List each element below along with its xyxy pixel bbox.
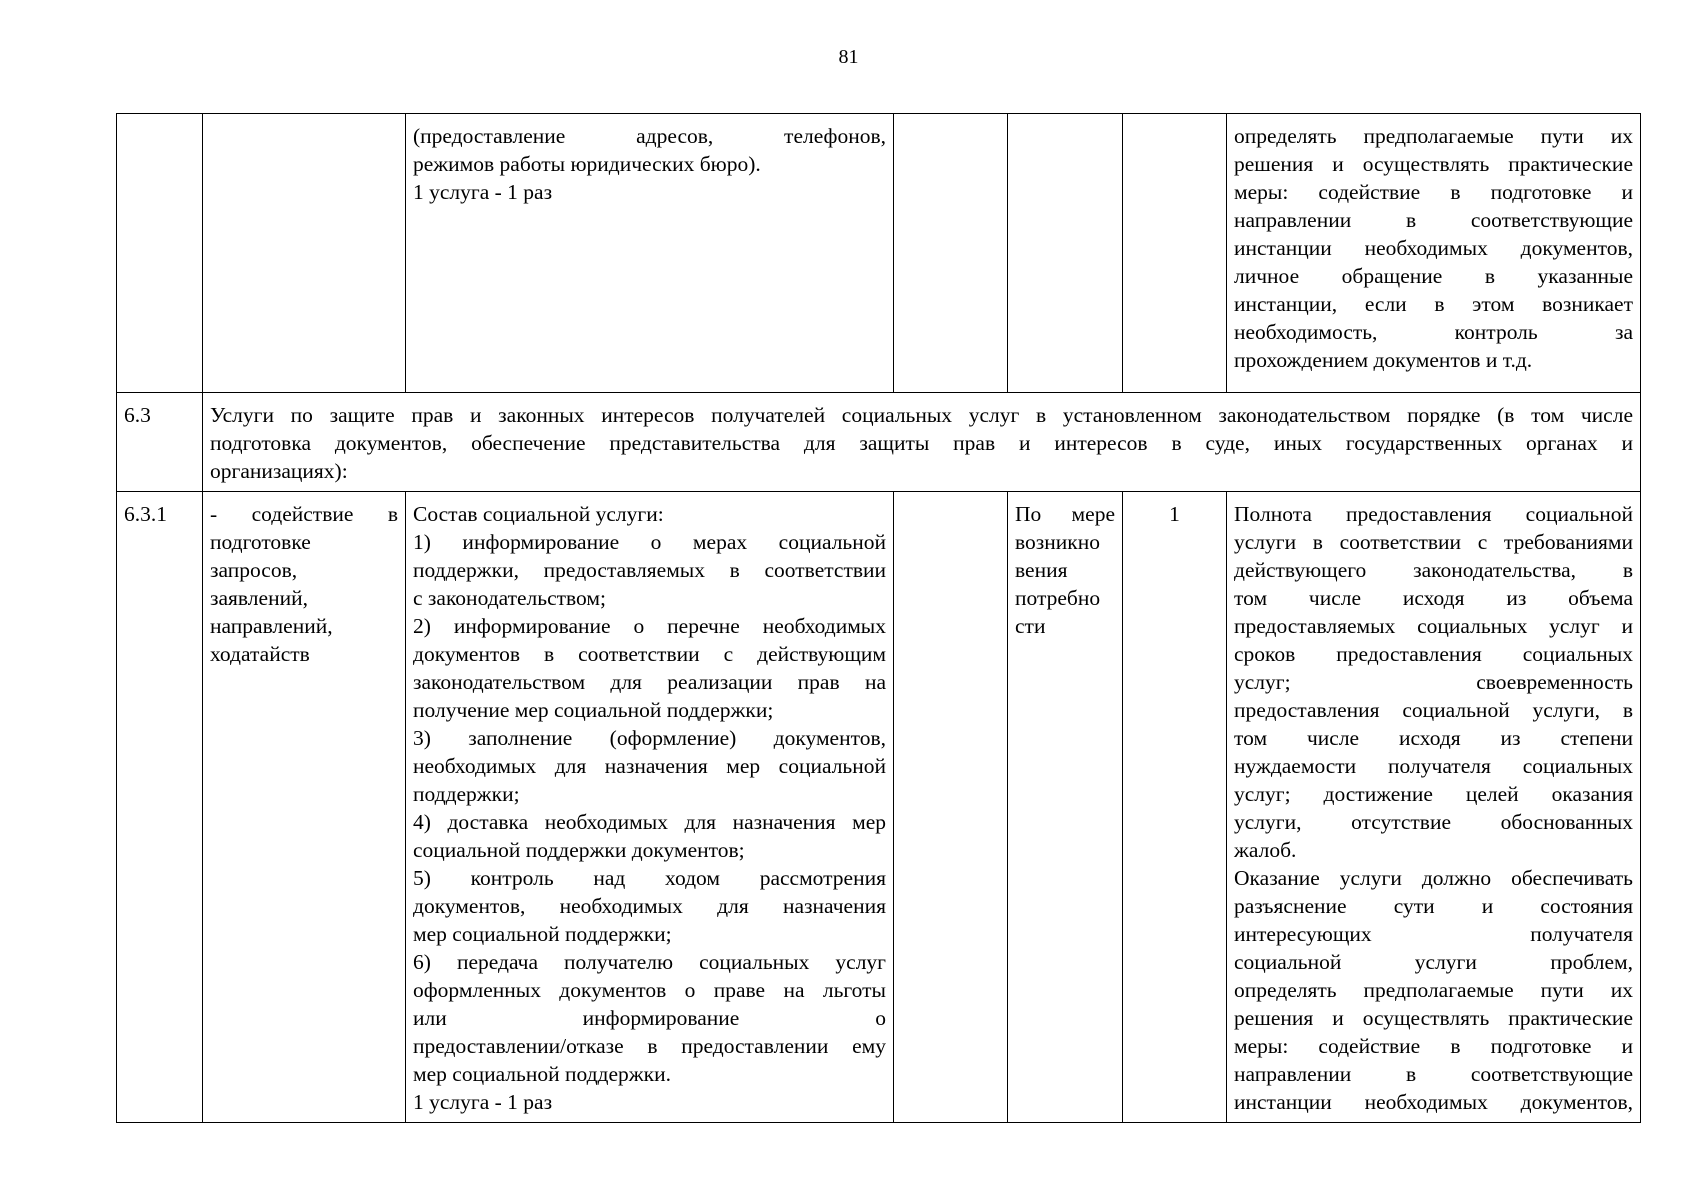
text-line: По мере <box>1015 502 1115 526</box>
cell-periodicity <box>1008 114 1123 393</box>
services-table <box>116 113 1641 1123</box>
text-line: запросов, <box>210 558 298 582</box>
item-number: 6.3.1 <box>117 492 203 1123</box>
cell-units <box>1123 114 1227 393</box>
text-line: решения и осуществлять практические <box>1234 1006 1633 1030</box>
text-line: 5) контроль над ходом рассмотрения <box>413 866 886 890</box>
text-line: вения <box>1015 558 1068 582</box>
text-line: подготовке <box>210 530 311 554</box>
cell-description <box>406 114 894 393</box>
text-line: предоставляемых социальных услуг и <box>1234 614 1633 638</box>
text-line: инстанции, если в этом возникает <box>1234 292 1633 316</box>
text-line: мер социальной поддержки. <box>413 1062 671 1086</box>
text-line: том числе исходя из объема <box>1234 586 1633 610</box>
section-number: 6.3 <box>117 393 203 492</box>
text-line: прохождением документов и т.д. <box>1234 348 1533 372</box>
text-line: предоставлении/отказе в предоставлении ему <box>413 1034 886 1058</box>
text-line: - содействие в <box>210 502 398 526</box>
text-line: Услуги по защите прав и законных интересов получателей социальных услуг в установленном законодательством порядке (в том числе <box>210 403 1633 427</box>
text-line: интересующих получателя <box>1234 922 1633 946</box>
text-line: 6) передача получателю социальных услуг <box>413 950 886 974</box>
item-periodicity <box>1008 492 1123 1123</box>
text-line: 3) заполнение (оформление) документов, <box>413 726 886 750</box>
text-line: ходатайств <box>210 642 310 666</box>
cell-quality-criteria <box>1227 114 1641 393</box>
text-line: организациях): <box>210 459 348 483</box>
text-line: подготовка документов, обеспечение представительства для защиты прав и интересов в суде, иных государственных органах и <box>210 431 1633 455</box>
item-description <box>406 492 894 1123</box>
text-line: нуждаемости получателя социальных <box>1234 754 1633 778</box>
text-line: заявлений, <box>210 586 308 610</box>
text-line: предоставления социальной услуги, в <box>1234 698 1633 722</box>
item-column-4 <box>894 492 1008 1123</box>
text-line: или информирование о <box>413 1006 886 1030</box>
text-line: меры: содействие в подготовке и <box>1234 180 1633 204</box>
text-line: поддержки, предоставляемых в соответствии <box>413 558 886 582</box>
text-line: определять предполагаемые пути их <box>1234 124 1633 148</box>
text-line: 1 услуга - 1 раз <box>413 180 553 204</box>
cell-number <box>117 114 203 393</box>
section-row <box>117 393 1641 492</box>
text-line: 2) информирование о перечне необходимых <box>413 614 886 638</box>
text-line: с законодательством; <box>413 586 606 610</box>
text-line: документов, необходимых для назначения <box>413 894 886 918</box>
text-line: 1) информирование о мерах социальной <box>413 530 886 554</box>
text-line: инстанции необходимых документов, <box>1234 236 1633 260</box>
text-line: потребно <box>1015 586 1101 610</box>
text-line: услуги в соответствии с требованиями <box>1234 530 1633 554</box>
text-line: необходимость, контроль за <box>1234 320 1633 344</box>
text-line: услуг; своевременность <box>1234 670 1633 694</box>
text-line: инстанции необходимых документов, <box>1234 1090 1633 1114</box>
text-line: поддержки; <box>413 782 520 806</box>
text-line: Состав социальной услуги: <box>413 502 664 526</box>
page-number: 81 <box>838 46 859 68</box>
text-line: законодательством для реализации прав на <box>413 670 886 694</box>
text-line: направлений, <box>210 614 333 638</box>
text-line: меры: содействие в подготовке и <box>1234 1034 1633 1058</box>
text-line: 4) доставка необходимых для назначения мер <box>413 810 886 834</box>
text-line: действующего законодательства, в <box>1234 558 1633 582</box>
text-line: 1 услуга - 1 раз <box>413 1090 553 1114</box>
continued-row <box>117 114 1641 393</box>
text-line: личное обращение в указанные <box>1234 264 1633 288</box>
text-line: возникно <box>1015 530 1100 554</box>
text-line: социальной услуги проблем, <box>1234 950 1633 974</box>
text-line: социальной поддержки документов; <box>413 838 745 862</box>
text-line: мер социальной поддержки; <box>413 922 672 946</box>
text-line: сти <box>1015 614 1046 638</box>
text-line: режимов работы юридических бюро). <box>413 152 761 176</box>
text-line: услуги, отсутствие обоснованных <box>1234 810 1633 834</box>
text-line: получение мер социальной поддержки; <box>413 698 774 722</box>
text-line: оформленных документов о праве на льготы <box>413 978 886 1002</box>
item-service-name <box>203 492 406 1123</box>
text-line: направлении в соответствующие <box>1234 208 1633 232</box>
text-line: решения и осуществлять практические <box>1234 152 1633 176</box>
text-line: необходимых для назначения мер социальной <box>413 754 886 778</box>
item-quality-criteria <box>1227 492 1641 1123</box>
text-line: том числе исходя из степени <box>1234 726 1633 750</box>
text-line: Полнота предоставления социальной <box>1234 502 1633 526</box>
text-line: жалоб. <box>1234 838 1297 862</box>
text-line: направлении в соответствующие <box>1234 1062 1633 1086</box>
cell-column-4 <box>894 114 1008 393</box>
cell-service-name <box>203 114 406 393</box>
text-line: услуг; достижение целей оказания <box>1234 782 1633 806</box>
text-line: разъяснение сути и состояния <box>1234 894 1633 918</box>
text-line: документов в соответствии с действующим <box>413 642 886 666</box>
text-line: сроков предоставления социальных <box>1234 642 1633 666</box>
text-line: (предоставление адресов, телефонов, <box>413 124 886 148</box>
section-title <box>203 393 1641 492</box>
item-units: 1 <box>1123 492 1227 1123</box>
text-line: определять предполагаемые пути их <box>1234 978 1633 1002</box>
text-line: Оказание услуги должно обеспечивать <box>1234 866 1633 890</box>
item-row <box>117 492 1641 1123</box>
